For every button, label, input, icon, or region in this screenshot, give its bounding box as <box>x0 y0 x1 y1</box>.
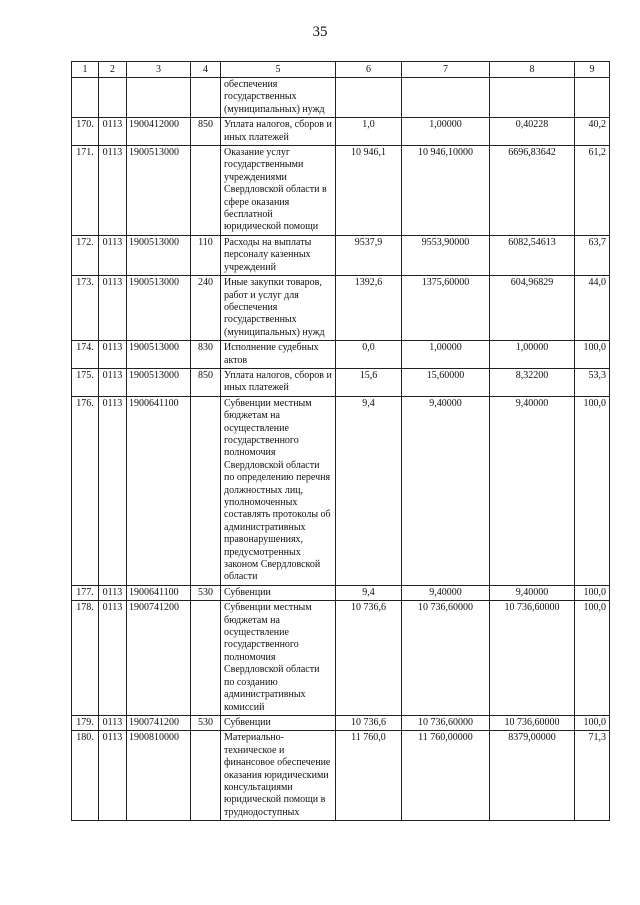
table-row <box>72 78 610 118</box>
section-code-cell: 0113 <box>99 341 127 369</box>
executed-amount-cell: 8,32200 <box>490 368 575 396</box>
percent-cell: 71,3 <box>575 731 610 821</box>
section-code-cell: 0113 <box>99 146 127 236</box>
table-row <box>72 368 610 396</box>
approved-amount-cell: 0,0 <box>336 341 402 369</box>
approved-amount-cell: 1,0 <box>336 118 402 146</box>
target-code-cell: 1900810000 <box>127 731 191 821</box>
planned-amount-cell: 1,00000 <box>402 118 490 146</box>
target-code-cell: 1900513000 <box>127 368 191 396</box>
page-number: 35 <box>312 24 328 40</box>
expense-type-cell <box>191 78 221 118</box>
description-cell: Расходы на выплаты персоналу казенных учреждений <box>221 235 336 275</box>
approved-amount-cell: 11 760,0 <box>336 731 402 821</box>
section-code-cell: 0113 <box>99 276 127 341</box>
row-number-cell: 170. <box>72 118 99 146</box>
percent-cell: 53,3 <box>575 368 610 396</box>
table-row <box>72 396 610 585</box>
approved-amount-cell: 15,6 <box>336 368 402 396</box>
row-number-cell: 175. <box>72 368 99 396</box>
planned-amount-cell: 10 736,60000 <box>402 715 490 730</box>
planned-amount-cell: 15,60000 <box>402 368 490 396</box>
planned-amount-cell: 9,40000 <box>402 585 490 600</box>
header-cell: 4 <box>191 62 221 78</box>
expense-type-cell: 850 <box>191 368 221 396</box>
percent-cell: 100,0 <box>575 715 610 730</box>
row-number-cell: 180. <box>72 731 99 821</box>
expense-type-cell: 850 <box>191 118 221 146</box>
header-cell: 9 <box>575 62 610 78</box>
approved-amount-cell: 9,4 <box>336 585 402 600</box>
target-code-cell: 1900641100 <box>127 585 191 600</box>
target-code-cell: 1900641100 <box>127 396 191 585</box>
percent-cell: 100,0 <box>575 585 610 600</box>
row-number-cell: 176. <box>72 396 99 585</box>
expense-type-cell: 530 <box>191 585 221 600</box>
executed-amount-cell: 604,96829 <box>490 276 575 341</box>
expense-type-cell: 240 <box>191 276 221 341</box>
executed-amount-cell: 8379,00000 <box>490 731 575 821</box>
planned-amount-cell: 10 736,60000 <box>402 601 490 716</box>
header-cell: 3 <box>127 62 191 78</box>
row-number-cell: 178. <box>72 601 99 716</box>
description-cell: Субвенции местным бюджетам на осуществление государственного полномочия Свердловской области по определению перечня должностных лиц, уполномоченных составлять протоколы об административных правонарушениях, предусмотренных законом Свердловской области <box>221 396 336 585</box>
table-row <box>72 341 610 369</box>
description-cell: Субвенции местным бюджетам на осуществление государственного полномочия Свердловской области по созданию административных комиссий <box>221 601 336 716</box>
header-cell: 6 <box>336 62 402 78</box>
expense-type-cell <box>191 146 221 236</box>
description-cell: Материально-техническое и финансовое обеспечение оказания юридическими консультациями юридической помощи в труднодоступных <box>221 731 336 821</box>
approved-amount-cell: 9,4 <box>336 396 402 585</box>
expense-type-cell <box>191 601 221 716</box>
approved-amount-cell <box>336 78 402 118</box>
planned-amount-cell: 1,00000 <box>402 341 490 369</box>
target-code-cell: 1900412000 <box>127 118 191 146</box>
row-number-cell: 179. <box>72 715 99 730</box>
description-cell: Уплата налогов, сборов и иных платежей <box>221 118 336 146</box>
executed-amount-cell: 10 736,60000 <box>490 601 575 716</box>
percent-cell: 100,0 <box>575 396 610 585</box>
approved-amount-cell: 10 736,6 <box>336 715 402 730</box>
table-row <box>72 715 610 730</box>
description-cell: Субвенции <box>221 715 336 730</box>
percent-cell: 61,2 <box>575 146 610 236</box>
header-cell: 2 <box>99 62 127 78</box>
executed-amount-cell: 6082,54613 <box>490 235 575 275</box>
target-code-cell: 1900741200 <box>127 715 191 730</box>
description-cell: Оказание услуг государственными учреждениями Свердловской области в сфере оказания бесплатной юридической помощи <box>221 146 336 236</box>
header-cell: 1 <box>72 62 99 78</box>
target-code-cell: 1900513000 <box>127 341 191 369</box>
executed-amount-cell: 1,00000 <box>490 341 575 369</box>
table-row <box>72 585 610 600</box>
expense-type-cell: 530 <box>191 715 221 730</box>
section-code-cell: 0113 <box>99 601 127 716</box>
table-row <box>72 118 610 146</box>
description-cell: Субвенции <box>221 585 336 600</box>
row-number-cell: 174. <box>72 341 99 369</box>
executed-amount-cell <box>490 78 575 118</box>
expense-type-cell <box>191 396 221 585</box>
planned-amount-cell: 9,40000 <box>402 396 490 585</box>
description-cell: обеспечения государственных (муниципальных) нужд <box>221 78 336 118</box>
header-cell: 8 <box>490 62 575 78</box>
budget-table <box>71 61 610 821</box>
executed-amount-cell: 0,40228 <box>490 118 575 146</box>
table-header-row <box>72 62 610 78</box>
percent-cell: 100,0 <box>575 341 610 369</box>
expense-type-cell <box>191 731 221 821</box>
section-code-cell: 0113 <box>99 585 127 600</box>
executed-amount-cell: 6696,83642 <box>490 146 575 236</box>
target-code-cell: 1900513000 <box>127 146 191 236</box>
percent-cell: 100,0 <box>575 601 610 716</box>
section-code-cell: 0113 <box>99 118 127 146</box>
executed-amount-cell: 9,40000 <box>490 585 575 600</box>
header-cell: 5 <box>221 62 336 78</box>
executed-amount-cell: 9,40000 <box>490 396 575 585</box>
table-row <box>72 276 610 341</box>
section-code-cell: 0113 <box>99 235 127 275</box>
approved-amount-cell: 9537,9 <box>336 235 402 275</box>
target-code-cell: 1900741200 <box>127 601 191 716</box>
row-number-cell: 172. <box>72 235 99 275</box>
percent-cell: 44,0 <box>575 276 610 341</box>
target-code-cell: 1900513000 <box>127 235 191 275</box>
table-row <box>72 601 610 716</box>
description-cell: Исполнение судебных актов <box>221 341 336 369</box>
percent-cell: 40,2 <box>575 118 610 146</box>
planned-amount-cell <box>402 78 490 118</box>
row-number-cell: 171. <box>72 146 99 236</box>
planned-amount-cell: 9553,90000 <box>402 235 490 275</box>
row-number-cell: 177. <box>72 585 99 600</box>
table-row <box>72 235 610 275</box>
section-code-cell <box>99 78 127 118</box>
description-cell: Уплата налогов, сборов и иных платежей <box>221 368 336 396</box>
target-code-cell <box>127 78 191 118</box>
description-cell: Иные закупки товаров, работ и услуг для обеспечения государственных (муниципальных) нужд <box>221 276 336 341</box>
planned-amount-cell: 11 760,00000 <box>402 731 490 821</box>
section-code-cell: 0113 <box>99 715 127 730</box>
row-number-cell <box>72 78 99 118</box>
approved-amount-cell: 10 946,1 <box>336 146 402 236</box>
row-number-cell: 173. <box>72 276 99 341</box>
header-cell: 7 <box>402 62 490 78</box>
target-code-cell: 1900513000 <box>127 276 191 341</box>
approved-amount-cell: 10 736,6 <box>336 601 402 716</box>
executed-amount-cell: 10 736,60000 <box>490 715 575 730</box>
section-code-cell: 0113 <box>99 731 127 821</box>
table-row <box>72 731 610 821</box>
planned-amount-cell: 1375,60000 <box>402 276 490 341</box>
section-code-cell: 0113 <box>99 396 127 585</box>
table-row <box>72 146 610 236</box>
approved-amount-cell: 1392,6 <box>336 276 402 341</box>
section-code-cell: 0113 <box>99 368 127 396</box>
percent-cell <box>575 78 610 118</box>
percent-cell: 63,7 <box>575 235 610 275</box>
expense-type-cell: 830 <box>191 341 221 369</box>
expense-type-cell: 110 <box>191 235 221 275</box>
planned-amount-cell: 10 946,10000 <box>402 146 490 236</box>
